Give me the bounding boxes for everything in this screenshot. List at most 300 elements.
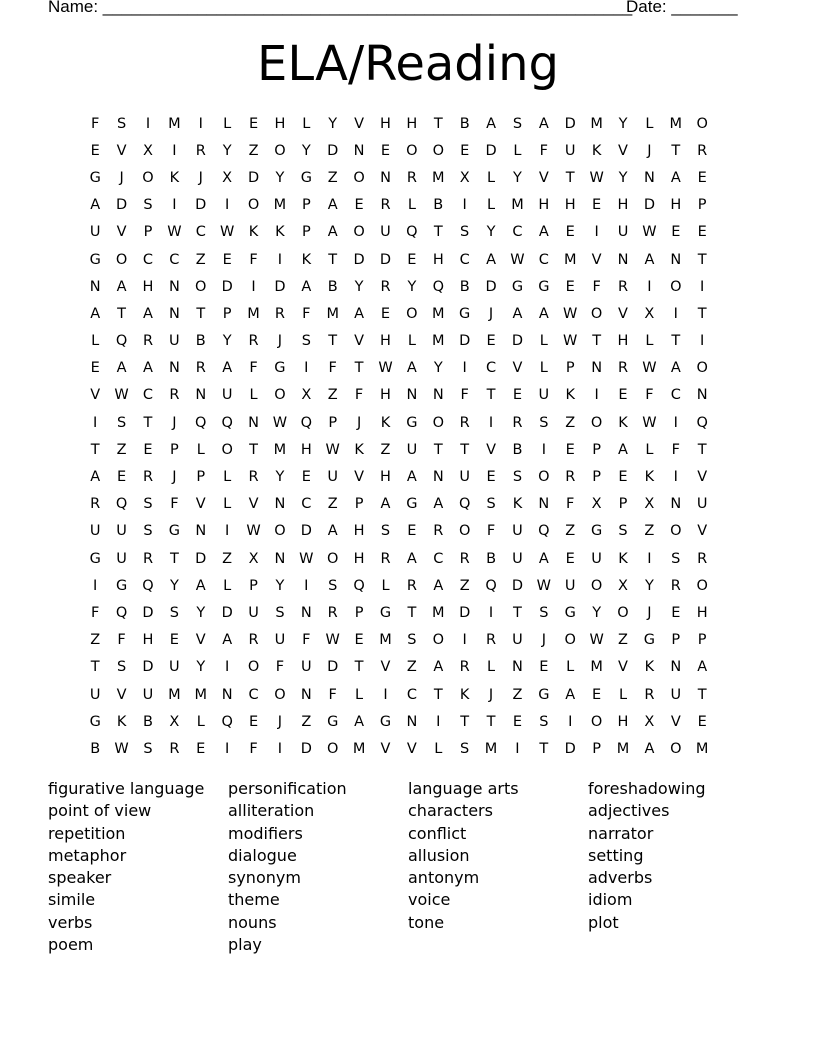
grid-letter: I bbox=[647, 278, 652, 295]
grid-row bbox=[82, 382, 742, 409]
grid-letter: Z bbox=[327, 387, 338, 404]
grid-letter: T bbox=[117, 305, 127, 322]
grid-letter: T bbox=[354, 659, 364, 676]
grid-letter: O bbox=[617, 604, 629, 621]
word-bank-item: adjectives bbox=[588, 801, 670, 821]
grid-letter: I bbox=[462, 632, 467, 649]
grid-letter: X bbox=[644, 713, 655, 730]
grid-letter: H bbox=[617, 197, 629, 214]
grid-letter: K bbox=[644, 469, 655, 486]
grid-letter: J bbox=[198, 169, 203, 186]
grid-letter: F bbox=[249, 251, 258, 268]
grid-letter: G bbox=[643, 632, 656, 649]
grid-letter: E bbox=[592, 686, 602, 703]
grid-letter: F bbox=[671, 441, 680, 458]
grid-letter: Y bbox=[407, 278, 417, 295]
grid-letter: X bbox=[143, 142, 153, 159]
grid-letter: D bbox=[379, 251, 392, 268]
grid-letter: J bbox=[172, 414, 177, 431]
grid-letter: P bbox=[671, 632, 681, 649]
grid-letter: T bbox=[433, 441, 443, 458]
grid-letter: W bbox=[563, 333, 578, 350]
grid-letter: Z bbox=[195, 251, 206, 268]
grid-letter: I bbox=[277, 251, 283, 268]
grid-letter: E bbox=[486, 333, 496, 350]
word-bank-item: synonym bbox=[228, 868, 301, 888]
grid-letter: O bbox=[590, 713, 603, 730]
grid-letter: Q bbox=[353, 577, 365, 594]
word-bank-item: tone bbox=[408, 912, 445, 932]
grid-letter: T bbox=[697, 441, 707, 458]
grid-letter: X bbox=[222, 169, 233, 186]
grid-letter: W bbox=[642, 360, 657, 377]
word-bank-item: nouns bbox=[228, 912, 277, 932]
grid-letter: A bbox=[644, 251, 655, 268]
grid-letter: N bbox=[353, 142, 365, 159]
grid-letter: B bbox=[327, 278, 338, 295]
grid-letter: K bbox=[248, 224, 259, 241]
grid-row bbox=[82, 491, 742, 518]
grid-letter: V bbox=[380, 740, 391, 757]
grid-letter: U bbox=[142, 686, 154, 703]
grid-row bbox=[82, 627, 742, 654]
grid-letter: W bbox=[114, 740, 129, 757]
grid-letter: M bbox=[168, 686, 181, 703]
grid-letter: B bbox=[459, 278, 470, 295]
grid-letter: L bbox=[539, 360, 548, 377]
grid-letter: V bbox=[512, 360, 523, 377]
grid-letter: C bbox=[248, 686, 259, 703]
grid-letter: V bbox=[618, 142, 628, 159]
grid-letter: D bbox=[511, 333, 524, 350]
grid-letter: M bbox=[590, 115, 603, 132]
grid-letter: R bbox=[617, 278, 629, 295]
grid-letter: R bbox=[142, 469, 154, 486]
grid-letter: R bbox=[459, 414, 470, 431]
grid-letter: V bbox=[697, 523, 708, 540]
grid-letter: S bbox=[460, 740, 470, 757]
grid-letter: L bbox=[91, 333, 100, 350]
grid-letter: Q bbox=[485, 577, 497, 594]
grid-letter: G bbox=[89, 713, 101, 730]
grid-letter: Y bbox=[328, 115, 338, 132]
grid-letter: N bbox=[432, 469, 444, 486]
grid-letter: R bbox=[327, 604, 338, 621]
grid-letter: K bbox=[512, 496, 523, 513]
grid-row bbox=[82, 192, 742, 219]
grid-letter: P bbox=[196, 469, 206, 486]
grid-row bbox=[82, 545, 742, 572]
grid-letter: K bbox=[275, 224, 285, 241]
grid-letter: F bbox=[539, 142, 548, 159]
grid-letter: W bbox=[642, 414, 657, 431]
grid-letter: A bbox=[512, 305, 523, 322]
grid-letter: V bbox=[697, 469, 708, 486]
grid-letter: A bbox=[538, 224, 549, 241]
grid-letter: U bbox=[327, 469, 339, 486]
grid-letter: U bbox=[248, 604, 259, 621]
grid-letter: C bbox=[301, 496, 312, 513]
grid-letter: S bbox=[618, 523, 628, 540]
grid-letter: R bbox=[248, 333, 259, 350]
grid-letter: F bbox=[645, 387, 654, 404]
grid-letter: A bbox=[618, 441, 628, 458]
grid-letter: I bbox=[172, 142, 177, 159]
grid-letter: O bbox=[458, 523, 471, 540]
grid-letter: H bbox=[617, 333, 629, 350]
grid-letter: V bbox=[670, 713, 681, 730]
grid-letter: J bbox=[277, 713, 283, 730]
grid-letter: R bbox=[670, 577, 681, 594]
grid-letter: I bbox=[462, 197, 467, 214]
grid-letter: O bbox=[274, 523, 286, 540]
grid-letter: K bbox=[301, 251, 312, 268]
word-bank-item: metaphor bbox=[48, 845, 127, 865]
grid-letter: A bbox=[143, 360, 153, 377]
grid-letter: M bbox=[168, 115, 181, 132]
grid-letter: N bbox=[221, 686, 233, 703]
grid-letter: O bbox=[274, 142, 286, 159]
grid-row bbox=[82, 409, 742, 436]
grid-letter: C bbox=[459, 251, 470, 268]
grid-letter: T bbox=[671, 333, 681, 350]
name-line: Name: ________________________________________________________ bbox=[48, 0, 633, 16]
grid-letter: J bbox=[356, 414, 362, 431]
grid-letter: O bbox=[353, 224, 365, 241]
grid-letter: U bbox=[512, 550, 523, 567]
grid-letter: N bbox=[406, 387, 418, 404]
grid-letter: I bbox=[436, 713, 441, 730]
grid-letter: X bbox=[169, 713, 180, 730]
grid-letter: N bbox=[643, 169, 655, 186]
grid-letter: F bbox=[354, 387, 364, 404]
grid-letter: M bbox=[326, 305, 339, 322]
grid-letter: Q bbox=[115, 496, 128, 513]
grid-letter: U bbox=[301, 659, 312, 676]
grid-letter: D bbox=[116, 197, 128, 214]
grid-letter: B bbox=[512, 441, 523, 458]
grid-letter: V bbox=[354, 333, 365, 350]
grid-letter: P bbox=[143, 224, 153, 241]
grid-letter: N bbox=[670, 251, 682, 268]
grid-letter: F bbox=[91, 604, 100, 621]
grid-letter: N bbox=[380, 169, 391, 186]
grid-letter: G bbox=[89, 550, 101, 567]
grid-letter: V bbox=[90, 387, 101, 404]
grid-letter: T bbox=[143, 414, 153, 431]
grid-letter: V bbox=[195, 496, 206, 513]
grid-letter: D bbox=[459, 604, 471, 621]
grid-letter: V bbox=[354, 469, 365, 486]
grid-letter: N bbox=[168, 360, 180, 377]
grid-letter: V bbox=[116, 686, 127, 703]
grid-letter: G bbox=[538, 278, 550, 295]
grid-letter: P bbox=[592, 469, 601, 486]
grid-letter: U bbox=[274, 632, 286, 649]
grid-letter: F bbox=[592, 278, 601, 295]
grid-letter: N bbox=[89, 278, 101, 295]
grid-letter: R bbox=[248, 632, 259, 649]
grid-letter: P bbox=[592, 740, 601, 757]
grid-letter: L bbox=[566, 659, 575, 676]
grid-letter: X bbox=[459, 169, 470, 186]
grid-letter: V bbox=[618, 305, 628, 322]
grid-letter: D bbox=[221, 278, 233, 295]
grid-letter: T bbox=[433, 224, 443, 241]
grid-letter: S bbox=[512, 115, 523, 132]
grid-letter: B bbox=[195, 333, 206, 350]
grid-letter: E bbox=[671, 224, 681, 241]
grid-letter: U bbox=[89, 686, 101, 703]
grid-letter: T bbox=[539, 740, 549, 757]
grid-letter: S bbox=[143, 496, 153, 513]
grid-letter: Q bbox=[300, 414, 313, 431]
grid-letter: E bbox=[407, 251, 417, 268]
word-bank-item: simile bbox=[48, 890, 96, 910]
grid-letter: Z bbox=[90, 632, 101, 649]
grid-letter: W bbox=[510, 251, 525, 268]
grid-letter: B bbox=[433, 197, 444, 214]
grid-letter: I bbox=[568, 713, 573, 730]
grid-letter: U bbox=[617, 224, 629, 241]
grid-letter: L bbox=[407, 197, 416, 214]
grid-letter: G bbox=[89, 169, 101, 186]
grid-letter: X bbox=[591, 496, 602, 513]
grid-letter: A bbox=[301, 278, 312, 295]
grid-letter: O bbox=[432, 632, 444, 649]
grid-row bbox=[82, 273, 742, 300]
grid-letter: H bbox=[380, 387, 391, 404]
grid-letter: M bbox=[432, 333, 445, 350]
grid-letter: V bbox=[380, 659, 391, 676]
grid-letter: X bbox=[644, 496, 655, 513]
grid-letter: J bbox=[172, 469, 177, 486]
grid-letter: H bbox=[406, 115, 418, 132]
grid-letter: B bbox=[90, 740, 101, 757]
grid-letter: E bbox=[380, 305, 391, 322]
grid-letter: T bbox=[407, 604, 417, 621]
grid-letter: Z bbox=[301, 713, 312, 730]
grid-letter: A bbox=[406, 469, 417, 486]
grid-letter: U bbox=[169, 659, 180, 676]
grid-letter: K bbox=[116, 713, 127, 730]
grid-letter: E bbox=[618, 469, 628, 486]
grid-letter: D bbox=[195, 197, 207, 214]
grid-letter: B bbox=[486, 550, 497, 567]
grid-letter: P bbox=[169, 441, 179, 458]
grid-letter: H bbox=[670, 197, 682, 214]
grid-letter: I bbox=[93, 414, 98, 431]
grid-letter: R bbox=[248, 469, 259, 486]
grid-letter: A bbox=[354, 305, 365, 322]
grid-letter: P bbox=[354, 496, 364, 513]
grid-letter: U bbox=[564, 577, 576, 594]
grid-letter: N bbox=[696, 387, 708, 404]
grid-letter: E bbox=[697, 169, 707, 186]
grid-letter: G bbox=[379, 604, 392, 621]
grid-letter: Q bbox=[195, 414, 207, 431]
grid-letter: M bbox=[484, 740, 498, 757]
grid-letter: Y bbox=[222, 142, 232, 159]
grid-letter: M bbox=[563, 251, 577, 268]
grid-letter: Y bbox=[513, 169, 522, 186]
grid-letter: L bbox=[618, 686, 628, 703]
grid-letter: E bbox=[697, 713, 707, 730]
grid-letter: Z bbox=[644, 523, 655, 540]
grid-letter: L bbox=[539, 333, 548, 350]
grid-letter: D bbox=[142, 604, 154, 621]
grid-letter: C bbox=[169, 251, 180, 268]
grid-letter: F bbox=[302, 305, 311, 322]
grid-letter: A bbox=[538, 115, 549, 132]
grid-letter: R bbox=[169, 740, 180, 757]
grid-letter: T bbox=[486, 387, 496, 404]
grid-letter: Q bbox=[406, 224, 418, 241]
grid-letter: O bbox=[247, 659, 260, 676]
grid-letter: H bbox=[380, 333, 391, 350]
grid-letter: G bbox=[168, 523, 180, 540]
grid-letter: Q bbox=[221, 713, 233, 730]
grid-letter: I bbox=[225, 740, 230, 757]
word-bank bbox=[48, 778, 788, 956]
grid-letter: U bbox=[221, 387, 233, 404]
grid-letter: O bbox=[327, 550, 339, 567]
grid-letter: S bbox=[143, 523, 153, 540]
grid-letter: U bbox=[89, 224, 101, 241]
grid-letter: Y bbox=[644, 577, 654, 594]
grid-letter: H bbox=[696, 604, 708, 621]
grid-letter: X bbox=[618, 577, 628, 594]
grid-letter: X bbox=[644, 305, 655, 322]
grid-letter: R bbox=[195, 142, 206, 159]
grid-letter: N bbox=[195, 387, 207, 404]
grid-letter: P bbox=[301, 224, 311, 241]
grid-letter: N bbox=[300, 686, 312, 703]
grid-letter: O bbox=[274, 387, 286, 404]
word-bank-item: alliteration bbox=[228, 801, 315, 821]
grid-letter: E bbox=[248, 115, 259, 132]
grid-letter: N bbox=[300, 604, 312, 621]
grid-letter: G bbox=[379, 713, 392, 730]
grid-letter: O bbox=[564, 632, 576, 649]
grid-letter: S bbox=[143, 197, 153, 214]
grid-letter: R bbox=[380, 550, 391, 567]
grid-letter: G bbox=[406, 414, 418, 431]
grid-letter: R bbox=[697, 142, 708, 159]
grid-letter: E bbox=[354, 197, 364, 214]
grid-letter: G bbox=[327, 713, 339, 730]
grid-letter: J bbox=[277, 333, 283, 350]
grid-letter: K bbox=[169, 169, 180, 186]
grid-letter: S bbox=[407, 632, 417, 649]
grid-letter: W bbox=[299, 550, 314, 567]
grid-letter: L bbox=[434, 740, 443, 757]
grid-letter: Q bbox=[458, 496, 471, 513]
grid-letter: D bbox=[564, 740, 576, 757]
grid-letter: D bbox=[643, 197, 655, 214]
grid-letter: K bbox=[459, 686, 470, 703]
grid-letter: P bbox=[328, 414, 338, 431]
grid-letter: H bbox=[142, 278, 154, 295]
grid-letter: A bbox=[222, 360, 233, 377]
grid-letter: N bbox=[274, 550, 286, 567]
grid-letter: R bbox=[406, 169, 417, 186]
word-search-grid bbox=[82, 110, 742, 763]
grid-row bbox=[82, 355, 742, 382]
grid-row bbox=[82, 328, 742, 355]
grid-letter: G bbox=[538, 686, 550, 703]
word-bank-item: personification bbox=[228, 779, 347, 798]
grid-letter: N bbox=[512, 659, 523, 676]
grid-letter: M bbox=[273, 441, 287, 458]
grid-letter: E bbox=[618, 387, 628, 404]
grid-letter: O bbox=[406, 142, 418, 159]
word-bank-item: adverbs bbox=[588, 868, 653, 888]
grid-letter: D bbox=[327, 142, 339, 159]
grid-letter: R bbox=[90, 496, 101, 513]
grid-letter: A bbox=[90, 305, 101, 322]
grid-row bbox=[82, 110, 742, 137]
grid-letter: M bbox=[669, 115, 683, 132]
grid-letter: C bbox=[142, 251, 154, 268]
grid-letter: H bbox=[538, 197, 550, 214]
grid-letter: W bbox=[589, 632, 604, 649]
grid-letter: L bbox=[487, 169, 496, 186]
grid-letter: E bbox=[90, 142, 100, 159]
grid-letter: N bbox=[670, 659, 682, 676]
grid-letter: Z bbox=[380, 441, 391, 458]
grid-letter: R bbox=[459, 550, 470, 567]
grid-letter: D bbox=[459, 333, 471, 350]
grid-letter: T bbox=[433, 686, 443, 703]
grid-letter: L bbox=[223, 115, 232, 132]
grid-letter: E bbox=[143, 441, 153, 458]
grid-letter: D bbox=[485, 142, 497, 159]
grid-letter: V bbox=[486, 441, 497, 458]
grid-letter: Z bbox=[327, 169, 338, 186]
grid-letter: I bbox=[488, 414, 494, 431]
grid-letter: R bbox=[459, 659, 470, 676]
word-bank-item: figurative language bbox=[48, 779, 205, 798]
grid-letter: J bbox=[647, 142, 652, 159]
grid-letter: O bbox=[432, 142, 444, 159]
grid-letter: A bbox=[327, 197, 338, 214]
grid-letter: W bbox=[167, 224, 182, 241]
grid-letter: W bbox=[114, 387, 129, 404]
grid-letter: F bbox=[249, 360, 258, 377]
grid-letter: T bbox=[169, 550, 179, 567]
grid-letter: R bbox=[565, 469, 576, 486]
grid-letter: E bbox=[565, 224, 575, 241]
grid-letter: P bbox=[697, 197, 707, 214]
grid-letter: E bbox=[671, 604, 681, 621]
grid-letter: P bbox=[592, 441, 601, 458]
word-bank-item: language arts bbox=[408, 779, 519, 798]
grid-letter: A bbox=[433, 577, 444, 594]
grid-letter: A bbox=[116, 360, 127, 377]
grid-letter: Y bbox=[196, 659, 206, 676]
grid-letter: N bbox=[248, 414, 259, 431]
grid-letter: M bbox=[432, 305, 445, 322]
grid-letter: I bbox=[251, 278, 256, 295]
grid-letter: L bbox=[487, 659, 496, 676]
grid-letter: T bbox=[697, 305, 707, 322]
grid-letter: S bbox=[539, 604, 549, 621]
grid-letter: W bbox=[642, 224, 657, 241]
grid-letter: I bbox=[673, 414, 678, 431]
grid-letter: C bbox=[406, 686, 417, 703]
grid-letter: A bbox=[486, 251, 497, 268]
